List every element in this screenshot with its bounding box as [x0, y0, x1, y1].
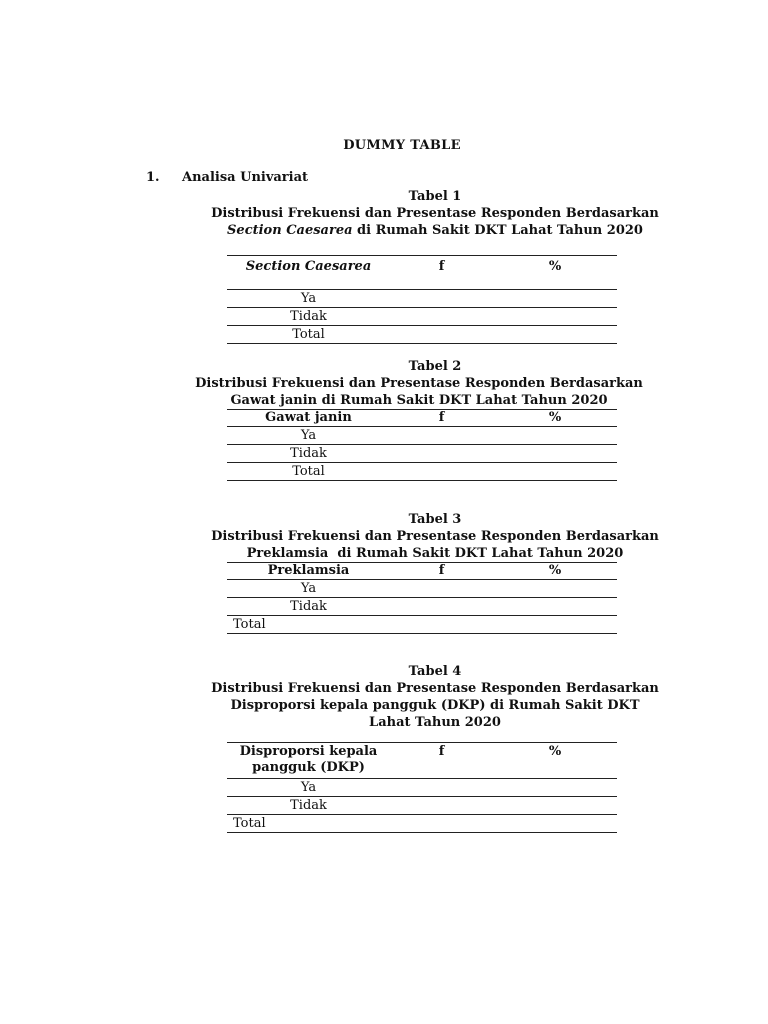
header-percent: % [493, 410, 617, 427]
row-percent [493, 580, 617, 598]
row-percent [493, 815, 617, 833]
header-variable: Section Caesarea [227, 256, 390, 290]
table-row [227, 779, 617, 797]
table-row [227, 308, 617, 326]
row-percent [493, 598, 617, 616]
row-percent [493, 308, 617, 326]
table-row [227, 326, 617, 344]
header-percent: % [493, 563, 617, 580]
table-1-caption-rest: di Rumah Sakit DKT Lahat Tahun 2020 [352, 223, 643, 238]
table-row [227, 427, 617, 445]
row-percent [493, 616, 617, 634]
row-frequency [390, 463, 493, 481]
document-title: DUMMY TABLE [343, 138, 461, 153]
row-label: Ya [227, 290, 390, 308]
table-header-row [227, 256, 617, 290]
header-percent: % [493, 743, 617, 779]
section-title: Analisa Univariat [182, 170, 309, 185]
header-frequency: f [390, 256, 493, 290]
table-header-row [227, 563, 617, 580]
section-heading [146, 170, 308, 185]
table-row [227, 580, 617, 598]
table-3-caption-line-2: Preklamsia di Rumah Sakit DKT Lahat Tahun 2020 [246, 546, 624, 561]
table-header-row [227, 410, 617, 427]
header-percent: % [493, 256, 617, 290]
header-variable [227, 743, 390, 779]
table-header-row [227, 743, 617, 779]
row-frequency [390, 427, 493, 445]
table-row [227, 445, 617, 463]
row-label: Ya [227, 580, 390, 598]
table-1-caption-line-1: Distribusi Frekuensi dan Presentase Responden Berdasarkan [211, 206, 659, 221]
header-variable: Preklamsia [227, 563, 390, 580]
row-percent [493, 779, 617, 797]
table-row [227, 598, 617, 616]
row-percent [493, 463, 617, 481]
row-label: Ya [227, 779, 390, 797]
row-frequency [390, 797, 493, 815]
row-frequency [390, 308, 493, 326]
row-label: Tidak [227, 598, 390, 616]
row-label: Tidak [227, 445, 390, 463]
header-variable: Gawat janin [227, 410, 390, 427]
row-frequency [390, 616, 493, 634]
table-1 [227, 255, 617, 344]
table-1-caption-line-2 [205, 222, 665, 239]
row-label: Ya [227, 427, 390, 445]
row-percent [493, 797, 617, 815]
table-2 [227, 409, 617, 481]
row-label: Tidak [227, 308, 390, 326]
row-label: Total [227, 326, 390, 344]
row-label: Total [227, 815, 390, 833]
row-frequency [390, 580, 493, 598]
table-4-caption [205, 663, 665, 731]
row-percent [493, 326, 617, 344]
table-4-caption-line-1: Distribusi Frekuensi dan Presentase Responden Berdasarkan [211, 681, 659, 696]
table-4-caption-line-3: Lahat Tahun 2020 [369, 715, 501, 730]
row-frequency [390, 290, 493, 308]
row-frequency [390, 598, 493, 616]
row-percent [493, 427, 617, 445]
row-frequency [390, 779, 493, 797]
header-frequency: f [390, 743, 493, 779]
row-label: Total [227, 463, 390, 481]
table-2-label: Tabel 2 [408, 359, 462, 374]
table-row [227, 290, 617, 308]
table-row [227, 797, 617, 815]
section-number: 1. [146, 170, 160, 185]
header-frequency: f [390, 410, 493, 427]
header-variable-line-1: Disproporsi kepala [239, 744, 378, 759]
table-4-label: Tabel 4 [408, 664, 462, 679]
row-label: Total [227, 616, 390, 634]
table-3-caption-line-1: Distribusi Frekuensi dan Presentase Responden Berdasarkan [211, 529, 659, 544]
table-1-caption [205, 188, 665, 239]
header-frequency: f [390, 563, 493, 580]
table-3-caption [205, 511, 665, 562]
row-frequency [390, 445, 493, 463]
table-row [227, 616, 617, 634]
row-frequency [390, 815, 493, 833]
row-percent [493, 445, 617, 463]
table-1-caption-italic: Section Caesarea [227, 223, 353, 238]
header-variable-line-2: pangguk (DKP) [252, 760, 365, 775]
table-2-caption-line-1: Distribusi Frekuensi dan Presentase Responden Berdasarkan [195, 376, 643, 391]
table-3-label: Tabel 3 [408, 512, 462, 527]
table-row [227, 815, 617, 833]
table-row [227, 463, 617, 481]
table-4-caption-line-2: Disproporsi kepala pangguk (DKP) di Rumah Sakit DKT [230, 698, 640, 713]
table-4 [227, 742, 617, 833]
table-2-caption-line-2: Gawat janin di Rumah Sakit DKT Lahat Tahun 2020 [230, 393, 608, 408]
row-label: Tidak [227, 797, 390, 815]
table-3 [227, 562, 617, 634]
row-frequency [390, 326, 493, 344]
table-1-label: Tabel 1 [408, 189, 462, 204]
row-percent [493, 290, 617, 308]
table-2-caption [195, 358, 665, 409]
